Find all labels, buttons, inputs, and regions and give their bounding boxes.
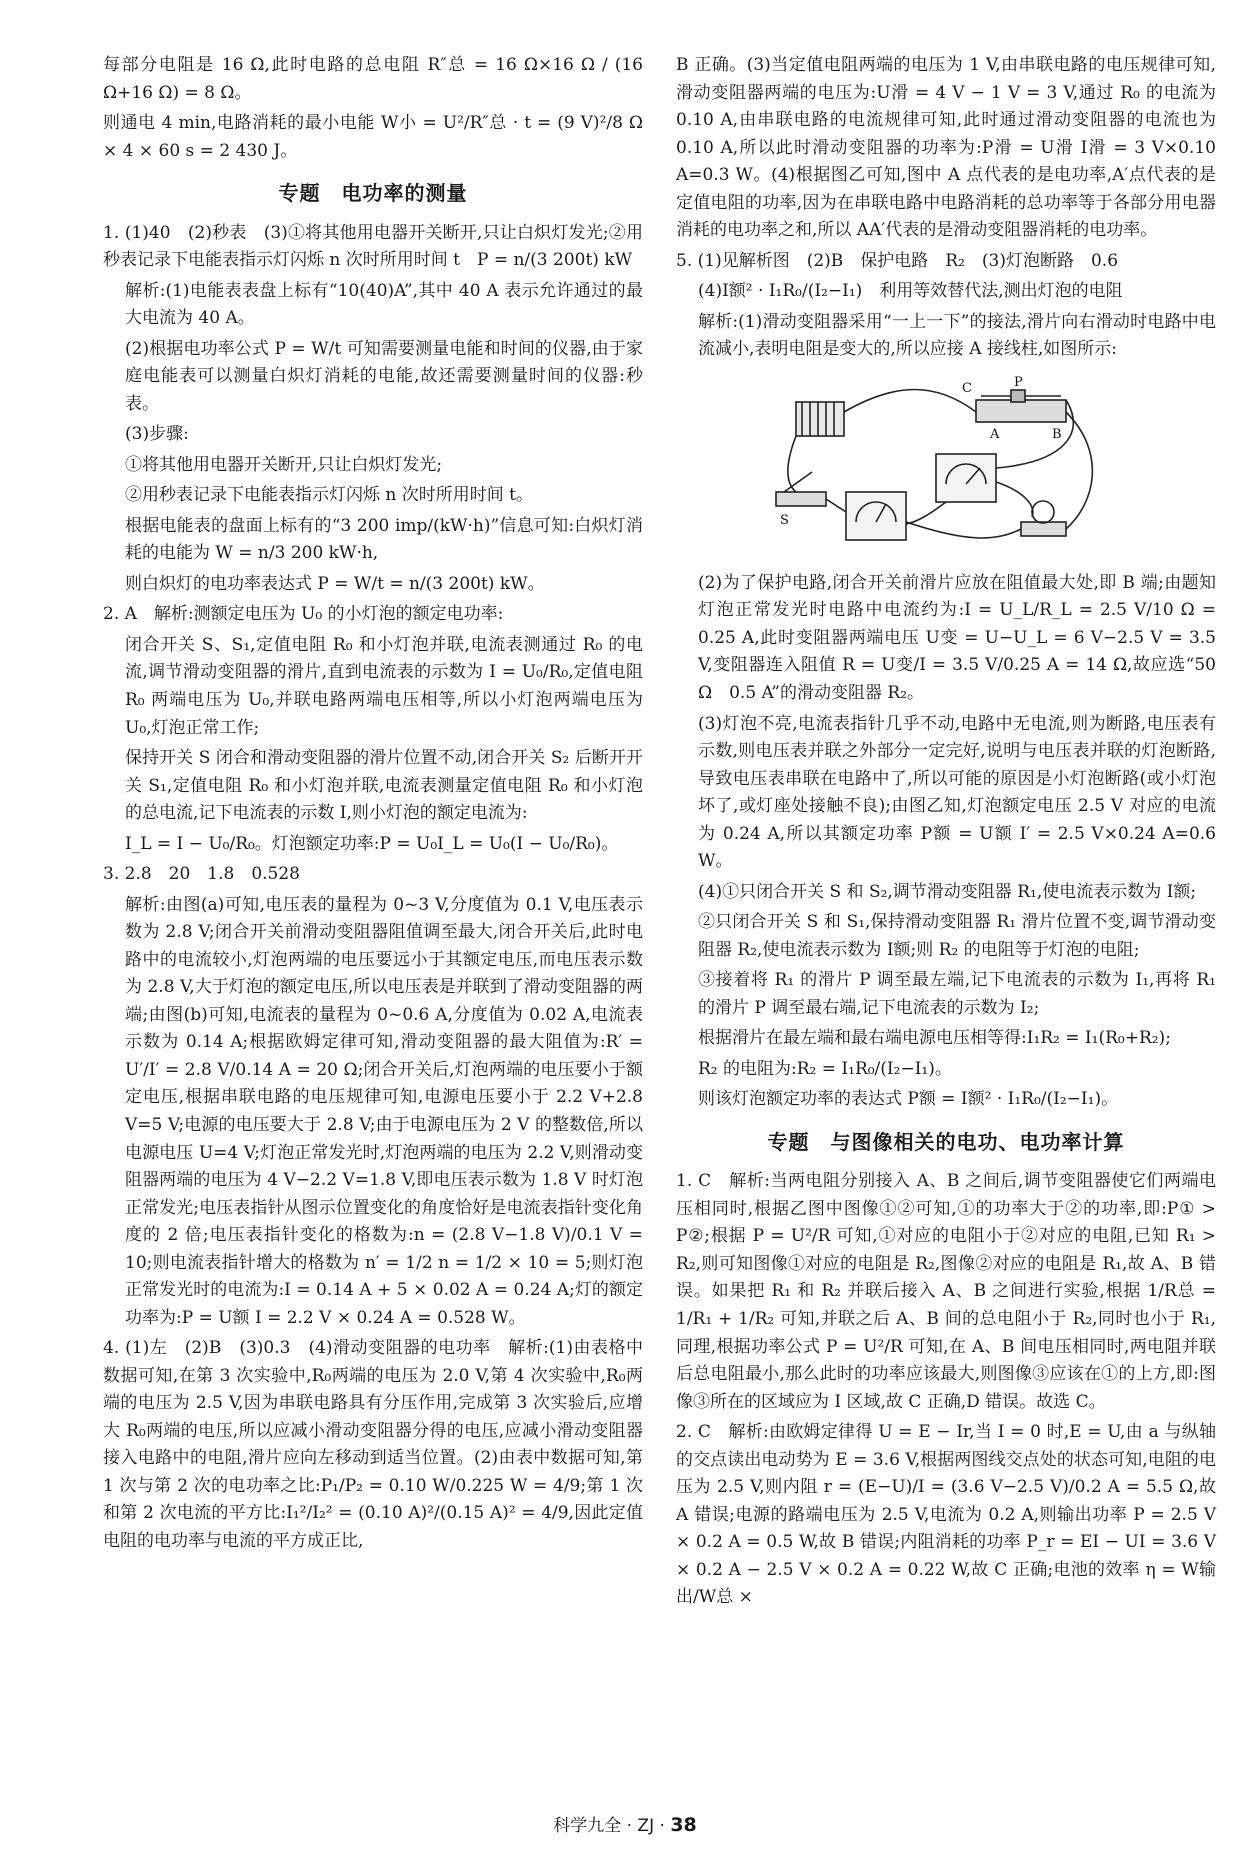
q2-answer: 2. A 解析:测额定电压为 U₀ 的小灯泡的额定电功率: — [103, 604, 504, 625]
q1-analysis-3: (3)步骤: — [125, 424, 189, 445]
section-heading-measurement: 专题 电功率的测量 — [278, 181, 468, 206]
q2-analysis-3: I_L = I − U₀/R₀。灯泡额定功率:P = U₀I_L = U₀(I − U₀/R₀)。 — [125, 833, 619, 854]
figure-label-p: P — [1014, 374, 1023, 390]
q5-analysis-9: 则该灯泡额定功率的表达式 P额 = I额² · I₁R₀/(I₂−I₁)。 — [698, 1089, 1119, 1110]
intro-line-1: 每部分电阻是 16 Ω,此时电路的总电阻 R″总 = 16 Ω×16 Ω / (16 Ω+16 Ω) = 8 Ω。 — [103, 55, 649, 103]
q3-analysis: 解析:由图(a)可知,电压表的量程为 0~3 V,分度值为 0.1 V,电压表示数为 2.8 V;闭合开关前滑动变阻器阻值调至最大,闭合开关后,此时电路中的电流较小,灯泡两端的电压要远小于其额定电压,而电压表示数为 2.8 V,大于灯泡的额定电压,所以电压表是并联到了滑动变阻器的两端;由图(b)可知,电流表的量程为 0~0.6 A,分度值为 0.02 A,电流表示数为 0.14 A;根据欧姆定律可知,滑动变阻器的最大阻值为:R′ = U′/I′ = 2.8 V/0.14 A = 20 Ω;闭合开关后,灯泡两端的电压要小于额定电压,根据串联电路的电压规律可知,电源电压要小于 2.2 V+2.8 V=5 V;电源的电压要大于 2.8 V;由于电源电压为 2 V 的整数倍,所以电源电压 U=4 V;灯泡正常发光时,灯泡两端的电压为 2.2 V,则滑动变阻器两端的电压为 4 V−2.2 V=1.8 V,即电压表示数为 1.8 V 时灯泡正常发光;电压表指针从图示位置变化的角度恰好是电流表指针变化角度的 2 倍;电压表指针变化的格数为:n = (2.8 V−1.8 V)/0.1 V = 10;则电流表指针增大的格数为 n′ = 1/2 n = 1/2 × 10 = 5;则灯泡正常发光时的电流为:I = 0.14 A + 5 × 0.02 A = 0.24 A;灯的额定功率为:P = U额 I = 2.2 V × 0.24 A = 0.528 W。 — [125, 894, 649, 1328]
q2-analysis-1: 闭合开关 S、S₁,定值电阻 R₀ 和小灯泡并联,电流表测通过 R₀ 的电流,调节滑动变阻器的滑片,直到电流表的示数为 I = U₀/R₀,定值电阻 R₀ 两端电压为 U₀,并联电路两端电压相等,所以小灯泡两端电压为 U₀,灯泡正常工作; — [125, 634, 649, 738]
circuit-diagram — [766, 372, 1126, 562]
q1-analysis-6: 根据电能表的盘面上标有的“3 200 imp/(kW·h)”信息可知:白炽灯消耗的电能为 W = n/3 200 kW·h, — [125, 515, 643, 564]
figure-label-b: B — [1052, 426, 1062, 442]
q5-analysis-2: (2)为了保护电路,闭合开关前滑片应放在阻值最大处,即 B 端;由题知灯泡正常发光时电路中电流约为:I = U_L/R_L = 2.5 V/10 Ω = 0.25 A,此时变阻器两端电压 U变 = U−U_L = 6 V−2.5 V = 3.5 V,变阻器连入阻值 R = U变/I = 3.5 V/0.25 A = 14 Ω,故应选“50 Ω 0.5 A”的滑动变阻器 R₂。 — [698, 572, 1222, 703]
q1-analysis-1: 解析:(1)电能表表盘上标有“10(40)A”,其中 40 A 表示允许通过的最大电流为 40 A。 — [125, 280, 643, 329]
q5-answer: 5. (1)见解析图 (2)B 保护电路 R₂ (3)灯泡断路 0.6 — [676, 250, 1119, 271]
t2-answer: 2. C 解析:由欧姆定律得 U = E − Ir,当 I = 0 时,E = U,由 a 与纵轴的交点读出电动势为 E = 3.6 V,根据两图线交点处的状态可知,电阻的电压为 2.5 V,则内阻 r = (E−U)/I = (3.6 V−2.5 V)/0.2 A = 5.5 Ω,故 A 错误;电源的路端电压为 2.5 V,电流为 0.2 A,则输出功率 P = 2.5 V × 0.2 A = 0.5 W,故 B 错误;内阻消耗的功率 P_r = EI − UI = 3.6 V × 0.2 A − 2.5 V × 0.2 A = 0.22 W,故 C 正确;电池的效率 η = W输出/W总 × — [676, 1422, 1222, 1608]
q5-analysis-5: ②只闭合开关 S 和 S₁,保持滑动变阻器 R₁ 滑片位置不变,调节滑动变阻器 R₂,使电流表示数为 I额;则 R₂ 的电阻等于灯泡的电阻; — [698, 912, 1216, 960]
page-number: 38 — [670, 1814, 697, 1836]
page-footer — [0, 1810, 1250, 1841]
figure-label-s: S — [780, 512, 789, 528]
figure-label-a: A — [990, 426, 1000, 442]
section-heading-graph: 专题 与图像相关的电功、电功率计算 — [767, 1129, 1125, 1154]
t1-answer: 1. C 解析:当两电阻分别接入 A、B 之间后,调节变阻器使它们两端电压相同时,根据乙图中图像①②可知,①的功率大于②的功率,即:P① > P②;根据 P = U²/R 可知,①对应的电阻小于②对应的电阻,已知 R₁ > R₂,则可知图像①对应的电阻是 R₂,图像②对应的电阻是 R₁,故 A、B 错误。如果把 R₁ 和 R₂ 并联后接入 A、B 之间进行实验,根据 1/R总 = 1/R₁ + 1/R₂ 可知,并联之后 A、B 间的总电阻小于 R₂,同时也小于 R₁,同理,根据功率公式 P = U²/R 可知,在 A、B 间电压相同时,两电阻并联后总电阻最小,那么此时的功率应该最大,则图像③应该在①的上方,即:图像③所在的区域应为 Ⅰ 区域,故 C 正确,D 错误。故选 C。 — [676, 1171, 1222, 1412]
left-column — [103, 52, 649, 1558]
q5-analysis-1: 解析:(1)滑动变阻器采用“一上一下”的接法,滑片向右滑动时电路中电流减小,表明电阻是变大的,所以应接 A 接线柱,如图所示: — [698, 311, 1216, 360]
figure-label-c: C — [962, 380, 972, 396]
q5-analysis-8: R₂ 的电阻为:R₂ = I₁R₀/(I₂−I₁)。 — [698, 1058, 952, 1079]
q1-analysis-5: ②用秒表记录下电能表指示灯闪烁 n 次时所用时间 t。 — [125, 485, 533, 506]
q4-continued: B 正确。(3)当定值电阻两端的电压为 1 V,由串联电路的电压规律可知,滑动变阻器两端的电压为:U滑 = 4 V − 1 V = 3 V,通过 R₀ 的电流为 0.10 A,由串联电路的电流规律可知,此时通过滑动变阻器的电流也为 0.10 A,所以此时滑动变阻器的功率为:P滑 = U滑 I滑 = 3 V×0.10 A=0.3 W。(4)根据图乙可知,图中 A 点代表的是电功率,A′点代表的是定值电阻的功率,因为在串联电路中电路消耗的总功率等于各部分用电器消耗的电功率之和,所以 AA′代表的是滑动变阻器消耗的电功率。 — [676, 55, 1222, 241]
q5-analysis-7: 根据滑片在最左端和最右端电源电压相等得:I₁R₂ = I₁(R₀+R₂); — [698, 1028, 1171, 1049]
intro-line-2: 则通电 4 min,电路消耗的最小电能 W小 = U²/R″总 · t = (9 V)²/8 Ω × 4 × 60 s = 2 430 J。 — [103, 113, 649, 161]
q5-answer-4: (4)I额² · I₁R₀/(I₂−I₁) 利用等效替代法,测出灯泡的电阻 — [698, 281, 1123, 302]
q3-answer: 3. 2.8 20 1.8 0.528 — [103, 864, 300, 885]
right-column — [676, 52, 1222, 1615]
q5-analysis-4: (4)①只闭合开关 S 和 S₂,调节滑动变阻器 R₁,使电流表示数为 I额; — [698, 881, 1197, 902]
q5-analysis-3: (3)灯泡不亮,电流表指针几乎不动,电路中无电流,则为断路,电压表有示数,则电压表并联之外部分一定完好,说明与电压表并联的灯泡断路,导致电压表串联在电路中了,所以可能的原因是小灯泡断路(或小灯泡坏了,或灯座处接触不良);由图乙知,灯泡额定电压 2.5 V 对应的电流为 0.24 A,所以其额定功率 P额 = U额 I′ = 2.5 V×0.24 A=0.6 W。 — [698, 713, 1222, 872]
q5-analysis-6: ③接着将 R₁ 的滑片 P 调至最左端,记下电流表的示数为 I₁,再将 R₁ 的滑片 P 调至最右端,记下电流表的示数为 I₂; — [698, 970, 1222, 1018]
q4-answer: 4. (1)左 (2)B (3)0.3 (4)滑动变阻器的电功率 解析:(1)由表格中数据可知,在第 3 次实验中,R₀两端的电压为 2.0 V,第 4 次实验中,R₀两端的电压为 2.5 V,因为串联电路具有分压作用,完成第 3 次实验后,应增大 R₀两端的电压,所以应减小滑动变阻器分得的电压,应减小滑动变阻器接入电路中的电阻,滑片应向左移动到适当位置。(2)由表中数据可知,第 1 次与第 2 次的电功率之比:P₁/P₂ = 0.10 W/0.225 W = 4/9;第 1 次和第 2 次电流的平方比:I₁²/I₂² = (0.10 A)²/(0.15 A)² = 4/9,因此定值电阻的电功率与电流的平方成正比, — [103, 1338, 649, 1551]
q1-answer: 1. (1)40 (2)秒表 (3)①将其他用电器开关断开,只让白炽灯发光;②用秒表记录下电能表指示灯闪烁 n 次时所用时间 t P = n/(3 200t) kW — [103, 222, 643, 271]
q1-analysis-4: ①将其他用电器开关断开,只让白炽灯发光; — [125, 454, 443, 475]
q1-analysis-7: 则白炽灯的电功率表达式 P = W/t = n/(3 200t) kW。 — [125, 573, 545, 594]
q1-analysis-2: (2)根据电功率公式 P = W/t 可知需要测量电能和时间的仪器,由于家庭电能表可以测量白炽灯消耗的电能,故还需要测量时间的仪器:秒表。 — [125, 338, 643, 414]
q2-analysis-2: 保持开关 S 闭合和滑动变阻器的滑片位置不动,闭合开关 S₂ 后断开开关 S₁,定值电阻 R₀ 和小灯泡并联,电流表测量定值电阻 R₀ 和小灯泡的总电流,记下电流表的示数 I,则小灯泡的额定电流为: — [125, 748, 643, 824]
footer-book-label: 科学九全 · ZJ · — [553, 1816, 671, 1836]
